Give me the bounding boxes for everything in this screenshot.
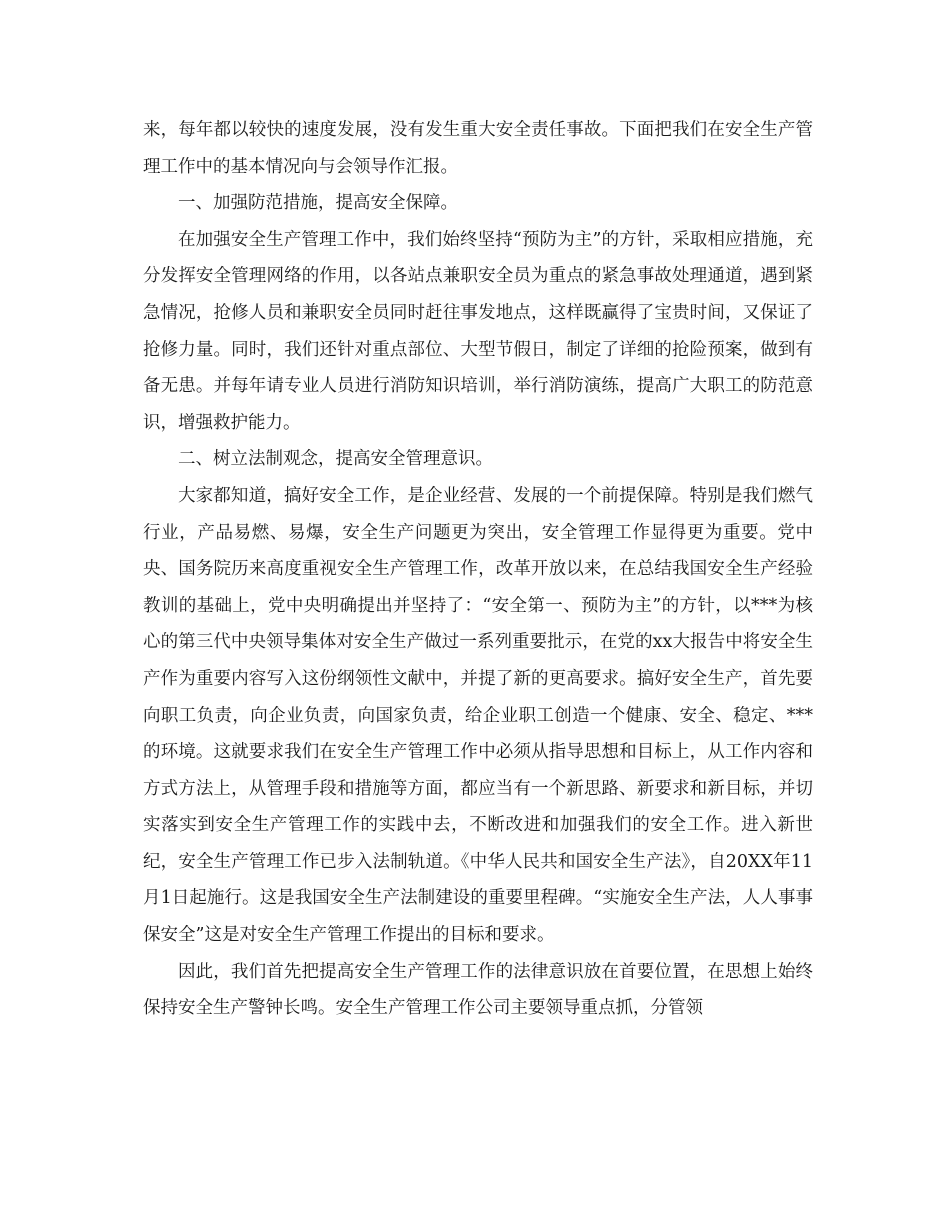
paragraph-legal-awareness: 大家都知道，搞好安全工作，是企业经营、发展的一个前提保障。特别是我们燃气行业，产品易燃、易爆，安全生产问题更为突出，安全管理工作显得更为重要。党中央、国务院历来高度重视安全生产管理工作，改革开放以来，在总结我国安全生产经验教训的基础上，党中央明确提出并坚持了：“安全第一、预防为主”的方针，以***为核心的第三代中央领导集体对安全生产做过一系列重要批示，在党的xx大报告中将安全生产作为重要内容写入这份纲领性文献中，并提了新的更高要求。搞好安全生产，首先要向职工负责，向企业负责，向国家负责，给企业职工创造一个健康、安全、稳定、***的环境。这就要求我们在安全生产管理工作中必须从指导思想和目标上，从工作内容和方式方法上，从管理手段和措施等方面，都应当有一个新思路、新要求和新目标，并切实落实到安全生产管理工作的实践中去，不断改进和加强我们的安全工作。进入新世纪，安全生产管理工作已步入法制轨道。《中华人民共和国安全生产法》，自20XX年11月1日起施行。这是我国安全生产法制建设的重要里程碑。“实施安全生产法，人人事事保安全”这是对安全生产管理工作提出的目标和要求。: [143, 485, 813, 946]
section-heading-two: 二、树立法制观念，提高安全管理意识。: [178, 449, 493, 470]
document-body: [143, 112, 813, 1027]
paragraph-intro-continuation: 来，每年都以较快的速度发展，没有发生重大安全责任事故。下面把我们在安全生产管理工作中的基本情况向与会领导作汇报。: [143, 120, 813, 177]
paragraph-therefore: 因此，我们首先把提高安全生产管理工作的法律意识放在首要位置，在思想上始终保持安全生产警钟长鸣。安全生产管理工作公司主要领导重点抓，分管领: [143, 961, 813, 1019]
section-heading-one: 一、加强防范措施，提高安全保障。: [178, 193, 458, 214]
paragraph-prevention-measures: 在加强安全生产管理工作中，我们始终坚持“预防为主”的方针，采取相应措施，充分发挥安全管理网络的作用，以各站点兼职安全员为重点的紧急事故处理通道，遇到紧急情况，抢修人员和兼职安全员同时赶往事发地点，这样既赢得了宝贵时间，又保证了抢修力量。同时，我们还针对重点部位、大型节假日，制定了详细的抢险预案，做到有备无患。并每年请专业人员进行消防知识培训，举行消防演练，提高广大职工的防范意识，增强救护能力。: [143, 229, 813, 433]
